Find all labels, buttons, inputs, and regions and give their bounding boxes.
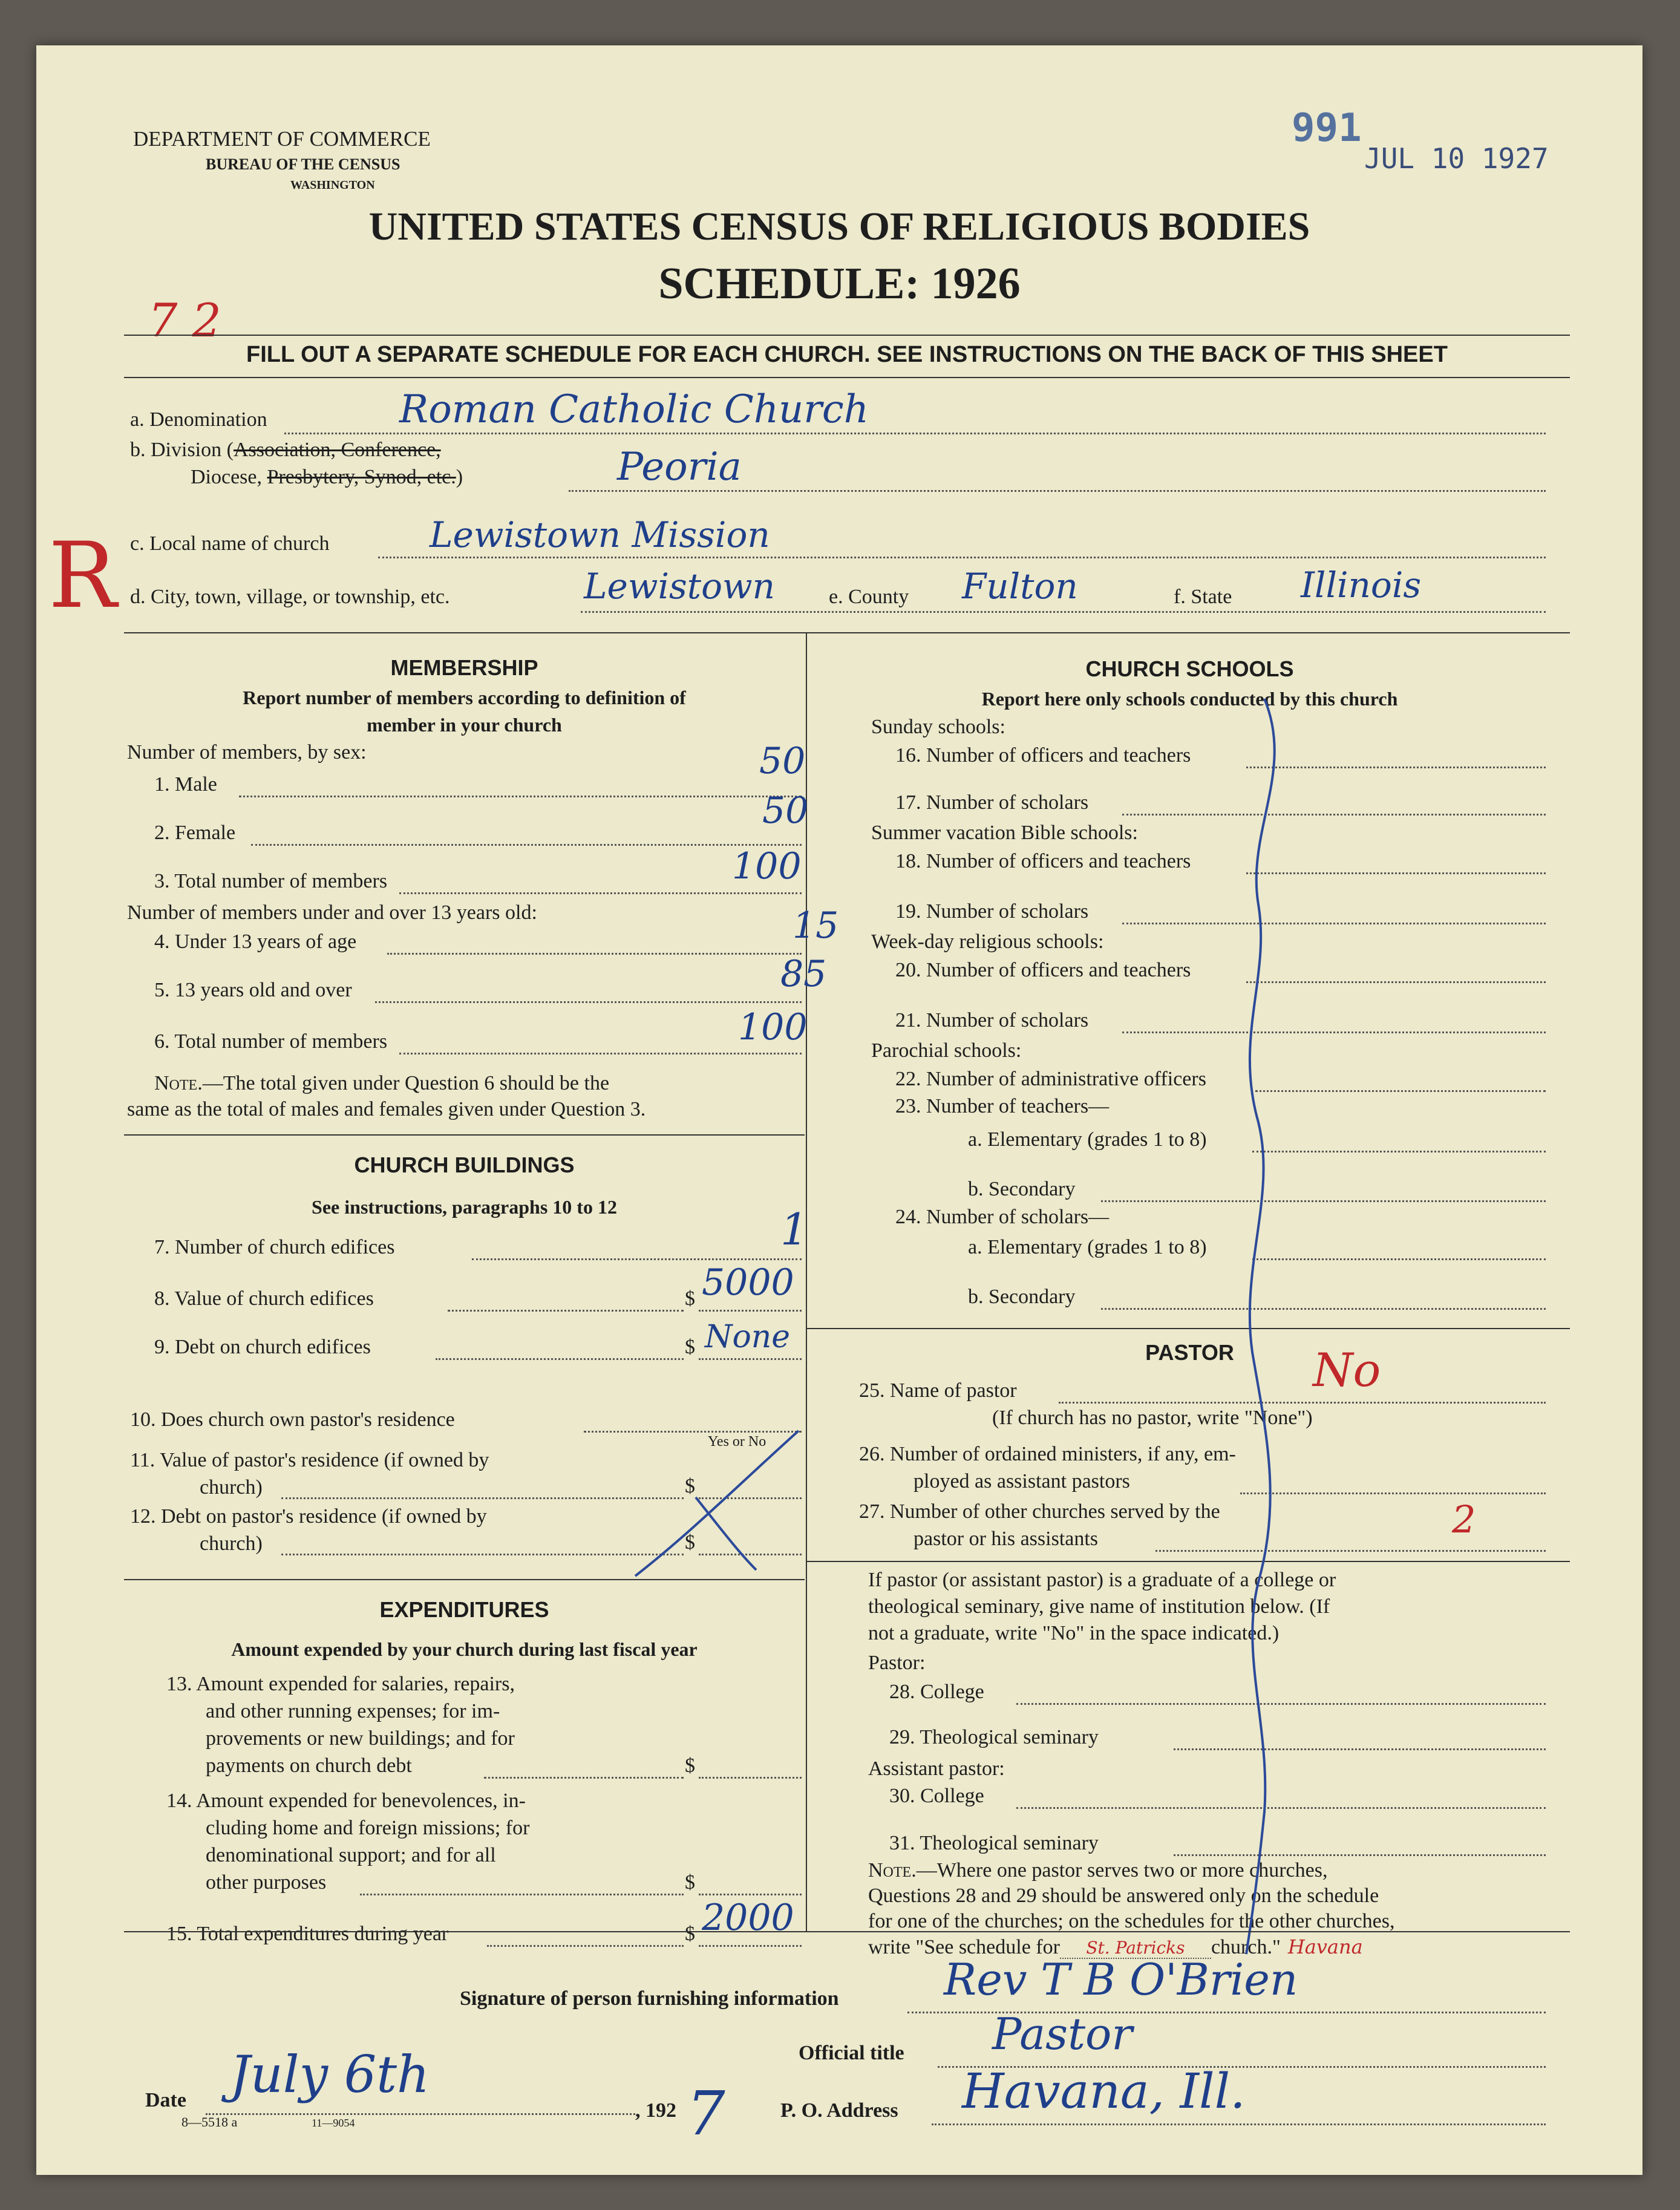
q25-note: (If church has no pastor, write "None") — [992, 1407, 1313, 1429]
q8-value-edifices[interactable]: 5000 — [702, 1261, 794, 1304]
city-heading: WASHINGTON — [290, 178, 375, 192]
q29-label: 29. Theological seminary — [889, 1726, 1099, 1748]
q11-label-2: church) — [200, 1476, 263, 1499]
q27-label-2: pastor or his assistants — [914, 1528, 1099, 1550]
department-heading: DEPARTMENT OF COMMERCE — [133, 127, 431, 151]
form-title: UNITED STATES CENSUS OF RELIGIOUS BODIES — [368, 204, 1310, 249]
q13-dollar: $ — [685, 1754, 695, 1777]
q14-line-1: 14. Amount expended for benevolences, in- — [166, 1790, 526, 1812]
graduate-instruction-2: theological seminary, give name of institution below. (If — [868, 1595, 1330, 1618]
buildings-top-rule — [124, 1134, 805, 1136]
q23b-line — [1101, 1200, 1546, 1202]
q31-label: 31. Theological seminary — [889, 1832, 1099, 1854]
bureau-heading: BUREAU OF THE CENSUS — [206, 155, 400, 173]
members-by-age-label: Number of members under and over 13 years old: — [127, 901, 537, 924]
q8-dollar: $ — [685, 1287, 695, 1310]
sunday-schools-label: Sunday schools: — [871, 716, 1005, 738]
date-label: Date — [145, 2089, 186, 2111]
graduate-instruction-1: If pastor (or assistant pastor) is a graduate of a college or — [868, 1569, 1336, 1591]
q13-line-4: payments on church debt — [206, 1754, 412, 1777]
identity-bottom-rule — [124, 632, 1570, 633]
see-schedule-church-value[interactable]: St. Patricks — [1060, 1938, 1211, 1959]
division-struck-presbytery: Presbytery, Synod, etc. — [267, 466, 456, 488]
q13-line-right — [699, 1777, 802, 1779]
county-label: e. County — [829, 586, 909, 608]
schools-cross-out-mark — [1222, 699, 1319, 1957]
denomination-label: a. Denomination — [130, 408, 267, 431]
pastor-subheading: Pastor: — [868, 1652, 926, 1674]
q27-other-churches-value[interactable]: 2 — [1452, 1497, 1476, 1541]
q14-line-right — [699, 1894, 802, 1895]
q12-dollar: $ — [685, 1531, 695, 1554]
buildings-heading: CHURCH BUILDINGS — [354, 1152, 575, 1177]
q7-line — [472, 1258, 802, 1260]
q6-total-value[interactable]: 100 — [738, 1006, 808, 1048]
county-value[interactable]: Fulton — [962, 566, 1078, 607]
division-close-paren: ) — [456, 466, 463, 488]
signature-top-rule — [124, 1931, 1570, 1932]
denomination-value[interactable]: Roman Catholic Church — [399, 387, 869, 432]
q23-label: 23. Number of teachers— — [895, 1095, 1110, 1117]
pastor-top-rule — [807, 1328, 1570, 1329]
review-check-mark: R — [48, 523, 117, 629]
division-label — [130, 439, 441, 462]
q7-label: 7. Number of church edifices — [154, 1236, 395, 1258]
separate-schedule-instruction: FILL OUT A SEPARATE SCHEDULE FOR EACH CHURCH. SEE INSTRUCTIONS ON THE BACK OF THIS SHEET — [246, 342, 1448, 367]
q15-line-right — [699, 1945, 802, 1947]
official-title-label: Official title — [799, 2042, 904, 2064]
q21-label: 21. Number of scholars — [895, 1009, 1089, 1031]
membership-intro-1: Report number of members according to definition of — [243, 687, 686, 708]
q27-label-1: 27. Number of other churches served by the — [859, 1500, 1220, 1523]
q9-debt-value[interactable]: None — [705, 1319, 791, 1355]
q28-label: 28. College — [889, 1681, 984, 1703]
q24b-line — [1101, 1308, 1546, 1310]
q14-line-2: cluding home and foreign missions; for — [206, 1817, 530, 1839]
q12-label-2: church) — [200, 1532, 263, 1555]
residence-cross-out-mark — [617, 1413, 811, 1594]
q18-label: 18. Number of officers and teachers — [895, 850, 1191, 872]
pastor-note-2: Questions 28 and 29 should be answered only on the schedule — [868, 1885, 1379, 1907]
city-line — [581, 611, 1546, 613]
q7-edifices-value[interactable]: 1 — [780, 1204, 808, 1255]
graduate-top-rule — [807, 1561, 1570, 1562]
assistant-pastor-subheading: Assistant pastor: — [868, 1757, 1005, 1780]
q12-label-1: 12. Debt on pastor's residence (if owned by — [130, 1505, 487, 1528]
schools-heading: CHURCH SCHOOLS — [1085, 656, 1294, 681]
city-label: d. City, town, village, or township, etc. — [130, 586, 450, 608]
summer-schools-label: Summer vacation Bible schools: — [871, 822, 1138, 844]
state-label: f. State — [1174, 586, 1232, 608]
q14-dollar: $ — [685, 1871, 695, 1894]
q17-line — [1122, 814, 1546, 816]
received-stamp-number: 991 — [1292, 106, 1362, 151]
census-schedule-sheet — [36, 45, 1642, 2175]
local-name-line — [378, 557, 1546, 558]
q8-line-left — [448, 1310, 684, 1312]
division-value[interactable]: Peoria — [617, 445, 742, 489]
q5-over13-value[interactable]: 85 — [780, 953, 827, 995]
yes-no-caption: Yes or No — [708, 1434, 766, 1450]
po-address-label: P. O. Address — [780, 2099, 898, 2122]
division-line — [569, 490, 1546, 492]
q11-label-1: 11. Value of pastor's residence (if owned by — [130, 1449, 489, 1471]
q15-total-value[interactable]: 2000 — [702, 1897, 794, 1939]
schedule-title: SCHEDULE: 1926 — [658, 259, 1021, 309]
division-label-text: b. Division ( — [130, 439, 234, 461]
q4-under13-value[interactable]: 15 — [793, 904, 839, 947]
members-by-sex-label: Number of members, by sex: — [127, 741, 367, 763]
date-line — [206, 2113, 635, 2115]
q11-dollar: $ — [685, 1475, 695, 1497]
q26-label-1: 26. Number of ordained ministers, if any, em- — [859, 1443, 1236, 1465]
official-title-value[interactable]: Pastor — [992, 2009, 1133, 2059]
q3-total-value[interactable]: 100 — [732, 845, 802, 888]
expenditures-subheading: Amount expended by your church during last fiscal year — [231, 1638, 698, 1660]
q20-label: 20. Number of officers and teachers — [895, 959, 1191, 981]
local-name-value[interactable]: Lewistown Mission — [430, 514, 770, 555]
pastor-heading: PASTOR — [1145, 1340, 1234, 1365]
signature-label: Signature of person furnishing information — [460, 1987, 839, 2010]
signature-value[interactable]: Rev T B O'Brien — [944, 1954, 1298, 2005]
division-struck-association: Association, Conference, — [233, 439, 441, 461]
form-number: 8—5518 a — [181, 2114, 238, 2130]
pastor-note-text-5: church." — [1211, 1936, 1281, 1958]
q2-label: 2. Female — [154, 822, 236, 844]
q5-line — [375, 1001, 802, 1003]
sheet-number: 7 2 — [148, 293, 221, 347]
q14-line-left — [360, 1894, 684, 1895]
q1-line — [239, 796, 802, 797]
q26-label-2: ployed as assistant pastors — [914, 1470, 1130, 1492]
buildings-subheading: See instructions, paragraphs 10 to 12 — [312, 1196, 617, 1218]
denomination-line — [284, 433, 1546, 434]
pastor-note-head: Note. — [868, 1859, 917, 1881]
q9-line-left — [436, 1358, 684, 1360]
q14-line-4: other purposes — [206, 1871, 327, 1894]
pastor-note-text-1: —Where one pastor serves two or more churches, — [916, 1859, 1328, 1881]
q14-line-3: denominational support; and for all — [206, 1844, 496, 1866]
q19-label: 19. Number of scholars — [895, 900, 1089, 923]
q19-line — [1122, 923, 1546, 924]
q23b-label: b. Secondary — [968, 1178, 1076, 1200]
diocese-label — [191, 466, 463, 489]
q13-line-1: 13. Amount expended for salaries, repairs, — [166, 1673, 515, 1695]
header-rule-bottom — [124, 377, 1570, 378]
q9-dollar: $ — [685, 1336, 695, 1358]
q1-label: 1. Male — [154, 773, 217, 796]
year-prefix: , 192 — [635, 2099, 676, 2122]
q15-dollar: $ — [685, 1923, 695, 1945]
membership-note-text-1: —The total given under Question 6 should be the — [202, 1072, 610, 1094]
q15-line-left — [487, 1945, 684, 1947]
q24b-label: b. Secondary — [968, 1286, 1076, 1308]
q1-male-value[interactable]: 50 — [759, 740, 806, 782]
see-schedule-town-value[interactable]: Havana — [1287, 1935, 1363, 1958]
city-value[interactable]: Lewistown — [584, 566, 776, 607]
pastor-note-3: for one of the churches; on the schedules for the other churches, — [868, 1910, 1395, 1932]
q2-female-value[interactable]: 50 — [762, 790, 809, 832]
membership-heading: MEMBERSHIP — [390, 655, 538, 680]
diocese-label-text: Diocese, — [191, 466, 263, 488]
expenditures-top-rule — [124, 1579, 805, 1580]
q10-label: 10. Does church own pastor's residence — [130, 1408, 455, 1431]
q9-label: 9. Debt on church edifices — [154, 1336, 371, 1358]
q30-label: 30. College — [889, 1785, 984, 1807]
q25-pastor-value[interactable]: No — [1313, 1343, 1381, 1397]
q24-label: 24. Number of scholars— — [895, 1206, 1110, 1228]
q13-line-left — [484, 1777, 684, 1779]
q13-line-3: provements or new buildings; and for — [206, 1727, 515, 1750]
local-name-label: c. Local name of church — [130, 532, 330, 555]
schools-subheading: Report here only schools conducted by this church — [981, 688, 1398, 710]
year-digit-value[interactable]: 7 — [687, 2078, 725, 2149]
q8-line-right — [699, 1310, 802, 1312]
q9-line-right — [699, 1358, 802, 1360]
q24a-label: a. Elementary (grades 1 to 8) — [968, 1236, 1207, 1258]
q3-label: 3. Total number of members — [154, 870, 388, 892]
q4-label: 4. Under 13 years of age — [154, 930, 357, 953]
received-stamp-date: JUL 10 1927 — [1364, 142, 1549, 175]
q27-line — [1155, 1550, 1546, 1552]
membership-intro-2: member in your church — [367, 714, 562, 736]
pastor-note-text-4: write "See schedule for — [868, 1936, 1060, 1958]
membership-note-2: same as the total of males and females given under Question 3. — [127, 1098, 646, 1120]
q15-label: 15. Total expenditures during year — [166, 1923, 449, 1945]
q23a-label: a. Elementary (grades 1 to 8) — [968, 1128, 1207, 1151]
q13-line-2: and other running expenses; for im- — [206, 1700, 500, 1722]
parochial-schools-label: Parochial schools: — [871, 1039, 1022, 1062]
q6-label: 6. Total number of members — [154, 1030, 388, 1053]
po-address-value[interactable]: Havana, Ill. — [962, 2063, 1246, 2119]
q5-label: 5. 13 years old and over — [154, 979, 352, 1001]
print-number: 11—9054 — [312, 2117, 355, 2129]
q21-line — [1122, 1031, 1546, 1033]
expenditures-heading: EXPENDITURES — [379, 1597, 549, 1622]
membership-note-head: Note. — [154, 1072, 203, 1094]
state-value[interactable]: Illinois — [1301, 564, 1422, 606]
q6-line — [399, 1053, 802, 1054]
q22-label: 22. Number of administrative officers — [895, 1068, 1206, 1090]
q4-line — [387, 953, 802, 955]
membership-note-1 — [154, 1072, 609, 1095]
q3-line — [399, 892, 802, 894]
date-value[interactable]: July 6th — [230, 2045, 430, 2104]
q16-label: 16. Number of officers and teachers — [895, 744, 1191, 767]
po-address-line — [932, 2123, 1546, 2125]
header-rule-top — [124, 335, 1570, 336]
q8-label: 8. Value of church edifices — [154, 1287, 374, 1310]
weekday-schools-label: Week-day religious schools: — [871, 930, 1104, 953]
q17-label: 17. Number of scholars — [895, 791, 1089, 814]
graduate-instruction-3: not a graduate, write "No" in the space indicated.) — [868, 1622, 1280, 1644]
q2-line — [251, 844, 802, 846]
q25-label: 25. Name of pastor — [859, 1379, 1017, 1402]
